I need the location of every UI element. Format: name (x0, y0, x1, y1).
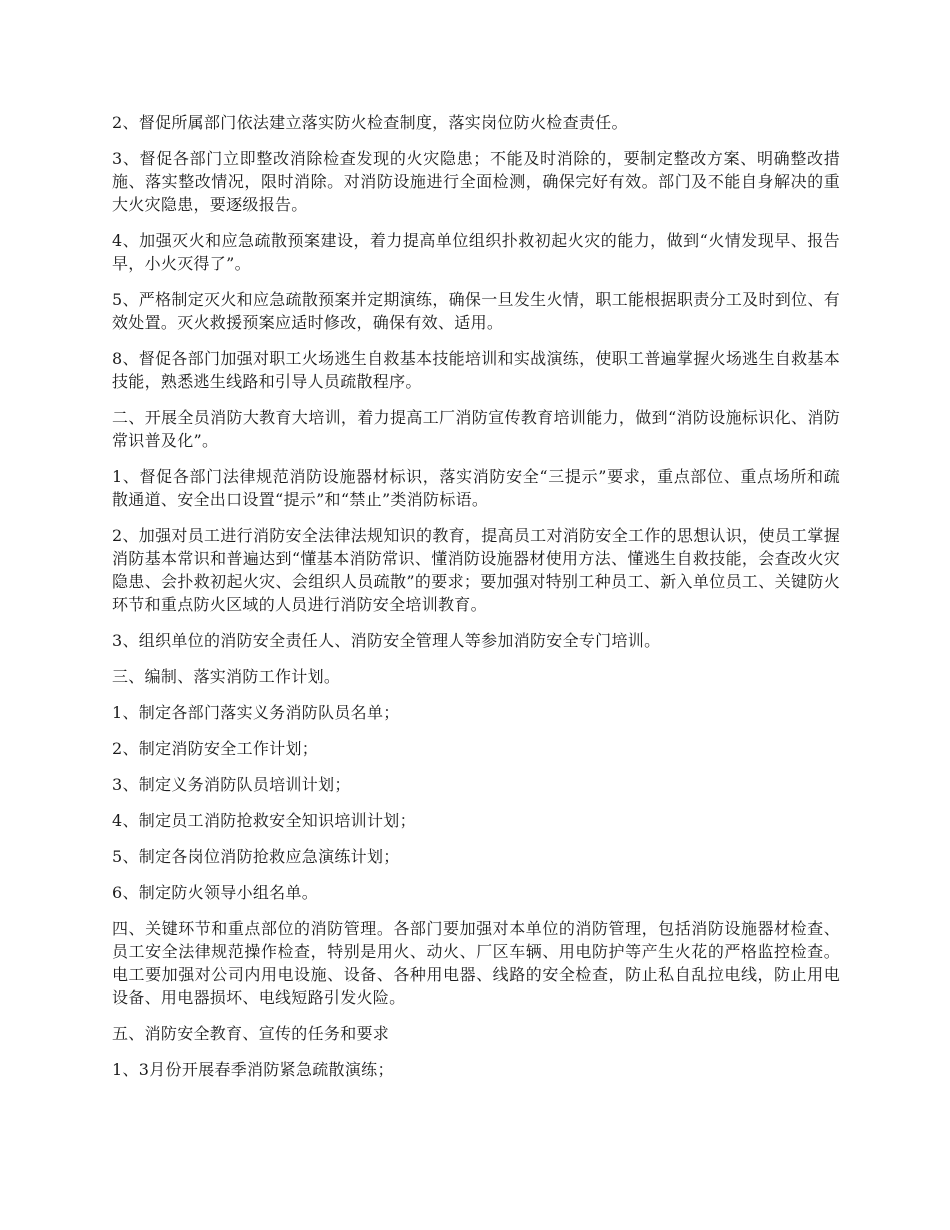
list-item-5: 5、制定各岗位消防抢救应急演练计划； (112, 847, 400, 866)
section-heading-2: 二、开展全员消防大教育大培训，着力提高工厂消防宣传教育培训能力，做到“消防设施标识化、消防常识普及化”。 (112, 408, 840, 450)
list-item-4: 4、制定员工消防抢救安全知识培训计划； (112, 811, 416, 830)
paragraph-7: 1、督促各部门法律规范消防设施器材标识，落实消防安全“三提示”要求，重点部位、重点场所和疏散通道、安全出口设置“提示”和“禁止”类消防标语。 (112, 467, 840, 509)
list-item-6: 6、制定防火领导小组名单。 (112, 883, 319, 902)
paragraph-1: 2、督促所属部门依法建立落实防火检查制度，落实岗位防火检查责任。 (112, 113, 628, 132)
list-item-7: 1、3月份开展春季消防紧急疏散演练； (112, 1060, 394, 1079)
list-item-3: 3、制定义务消防队员培训计划； (112, 775, 351, 794)
list-item-1: 1、制定各部门落实义务消防队员名单； (112, 703, 400, 722)
list-item-2: 2、制定消防安全工作计划； (112, 739, 319, 758)
paragraph-3: 4、加强灭火和应急疏散预案建设，着力提高单位组织扑救初起火灾的能力，做到“火情发现早、报告早，小火灭得了”。 (112, 231, 840, 273)
paragraph-9: 3、组织单位的消防安全责任人、消防安全管理人等参加消防安全专门培训。 (112, 631, 661, 650)
paragraph-5: 8、督促各部门加强对职工火场逃生自救基本技能培训和实战演练，使职工普遍掌握火场逃生自救基本技能，熟悉逃生线路和引导人员疏散程序。 (112, 349, 840, 391)
section-heading-4: 四、关键环节和重点部位的消防管理。各部门要加强对本单位的消防管理，包括消防设施器材检查、员工安全法律规范操作检查，特别是用火、动火、厂区车辆、用电防护等产生火花的严格监控检查。电工要加强对公司内用电设施、设备、各种用电器、线路的安全检查，防止私自乱拉电线，防止用电设备、用电器损坏、电线短路引发火险。 (112, 919, 840, 1007)
paragraph-2: 3、督促各部门立即整改消除检查发现的火灾隐患；不能及时消除的，要制定整改方案、明确整改措施、落实整改情况，限时消除。对消防设施进行全面检测，确保完好有效。部门及不能自身解决的重大火灾隐患，要逐级报告。 (112, 149, 840, 214)
paragraph-8: 2、加强对员工进行消防安全法律法规知识的教育，提高员工对消防安全工作的思想认识，使员工掌握消防基本常识和普遍达到“懂基本消防常识、懂消防设施器材使用方法、懂逃生自救技能，会查改火灾隐患、会扑救初起火灾、会组织人员疏散”的要求；要加强对特别工种员工、新入单位员工、关键防火环节和重点防火区域的人员进行消防安全培训教育。 (112, 526, 840, 614)
section-heading-5: 五、消防安全教育、宣传的任务和要求 (112, 1024, 390, 1043)
section-heading-3: 三、编制、落实消防工作计划。 (112, 667, 341, 686)
paragraph-4: 5、严格制定灭火和应急疏散预案并定期演练，确保一旦发生火情，职工能根据职责分工及时到位、有效处置。灭火救援预案应适时修改，确保有效、适用。 (112, 290, 840, 332)
document-body (112, 111, 840, 1094)
